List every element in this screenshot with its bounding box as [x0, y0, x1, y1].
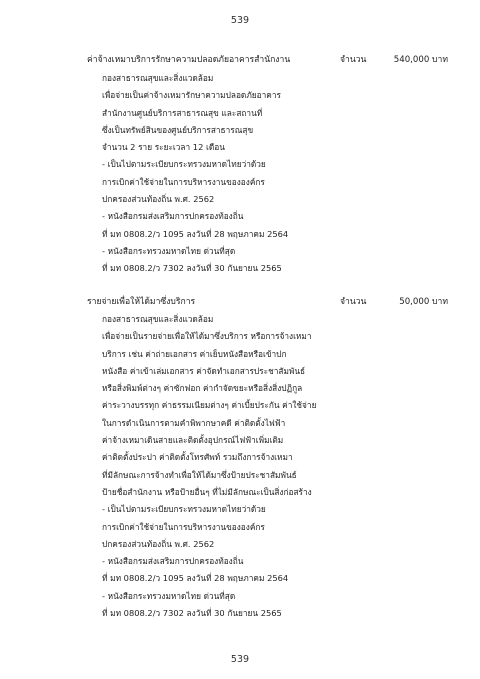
description-line: - เป็นไปตามระเบียบกระทรวงมหาดไทยว่าด้วย: [102, 504, 266, 515]
description-line: ป้ายชื่อสำนักงาน หรือป้ายอื่นๆ ที่ไม่มีลักษณะเป็นสิ่งก่อสร้าง: [102, 486, 312, 497]
description-line: ปกครองส่วนท้องถิ่น พ.ศ. 2562: [102, 194, 215, 205]
description-line: บริการ เช่น ค่าถ่ายเอกสาร ค่าเย็บหนังสือหรือเข้าปก: [102, 348, 287, 359]
section-title: รายจ่ายเพื่อให้ได้มาซึ่งบริการ: [87, 297, 196, 307]
description-line: - เป็นไปตามระเบียบกระทรวงมหาดไทยว่าด้วย: [102, 159, 266, 170]
amount-value: 50,000 บาท: [399, 297, 448, 307]
description-line: ซึ่งเป็นทรัพย์สินของศูนย์บริการสาธารณสุข: [102, 124, 254, 135]
description-line: ในการดำเนินการตามคำพิพากษาคดี ค่าติดตั้งไฟฟ้า: [102, 417, 286, 428]
description-line: ค่าจ้างเหมาเดินสายและติดตั้งอุปกรณ์ไฟฟ้าเพิ่มเติม: [102, 435, 284, 446]
description-line: - หนังสือกระทรวงมหาดไทย ด่วนที่สุด: [102, 245, 236, 256]
description-line: ที่ มท 0808.2/ว 7302 ลงวันที่ 30 กันยายน 2565: [102, 608, 282, 619]
description-line: การเบิกค่าใช้จ่ายในการบริหารงานขององค์กร: [102, 521, 265, 532]
description-line: การเบิกค่าใช้จ่ายในการบริหารงานขององค์กร: [102, 176, 265, 187]
page-number-bottom: 539: [230, 654, 250, 665]
description-line: ที่มีลักษณะการจ้างทำเพื่อให้ได้มาซึ่งป้ายประชาสัมพันธ์: [102, 469, 297, 480]
description-line: เพื่อจ่ายเป็นค่าจ้างเหมารักษาความปลอดภัยอาคาร: [102, 90, 281, 101]
description-line: - หนังสือกรมส่งเสริมการปกครองท้องถิ่น: [102, 556, 244, 567]
description-line: ที่ มท 0808.2/ว 1095 ลงวันที่ 28 พฤษภาคม 2564: [102, 228, 289, 239]
description-line: หนังสือ ค่าเข้าเล่มเอกสาร ค่าจัดทำเอกสารประชาสัมพันธ์: [102, 365, 306, 376]
section-description: [102, 70, 288, 278]
description-line: - หนังสือกระทรวงมหาดไทย ด่วนที่สุด: [102, 590, 236, 601]
description-line: เพื่อจ่ายเป็นรายจ่ายเพื่อให้ได้มาซึ่งบริการ หรือการจ้างเหมา: [102, 331, 312, 342]
section-description: [102, 311, 316, 622]
amount-label: จำนวน: [340, 55, 367, 65]
description-line: จำนวน 2 ราย ระยะเวลา 12 เดือน: [102, 142, 225, 153]
section-title: ค่าจ้างเหมาบริการรักษาความปลอดภัยอาคารสำนักงาน: [87, 55, 291, 65]
description-line: - หนังสือกรมส่งเสริมการปกครองท้องถิ่น: [102, 211, 244, 222]
description-line: ปกครองส่วนท้องถิ่น พ.ศ. 2562: [102, 538, 215, 549]
amount-value: 540,000 บาท: [393, 55, 448, 65]
amount-label: จำนวน: [340, 297, 367, 307]
description-line: สำนักงานศูนย์บริการสาธารณสุข และสถานที่: [102, 107, 263, 118]
description-line: ที่ มท 0808.2/ว 7302 ลงวันที่ 30 กันยายน 2565: [102, 263, 282, 274]
description-line: ที่ มท 0808.2/ว 1095 ลงวันที่ 28 พฤษภาคม 2564: [102, 573, 289, 584]
description-line: กองสาธารณสุขและสิ่งแวดล้อม: [102, 73, 214, 83]
description-line: กองสาธารณสุขและสิ่งแวดล้อม: [102, 314, 214, 324]
description-line: หรือสิ่งพิมพ์ต่างๆ ค่าซักฟอก ค่ากำจัดขยะหรือสิ่งสิ่งปฏิกูล: [102, 383, 303, 394]
page-number-top: 539: [230, 15, 250, 26]
description-line: ค่าระวางบรรทุก ค่าธรรมเนียมต่างๆ ค่าเบี้ยประกัน ค่าใช้จ่าย: [102, 400, 317, 411]
description-line: ค่าติดตั้งประปา ค่าติดตั้งโทรศัพท์ รวมถึงการจ้างเหมา: [102, 452, 293, 463]
